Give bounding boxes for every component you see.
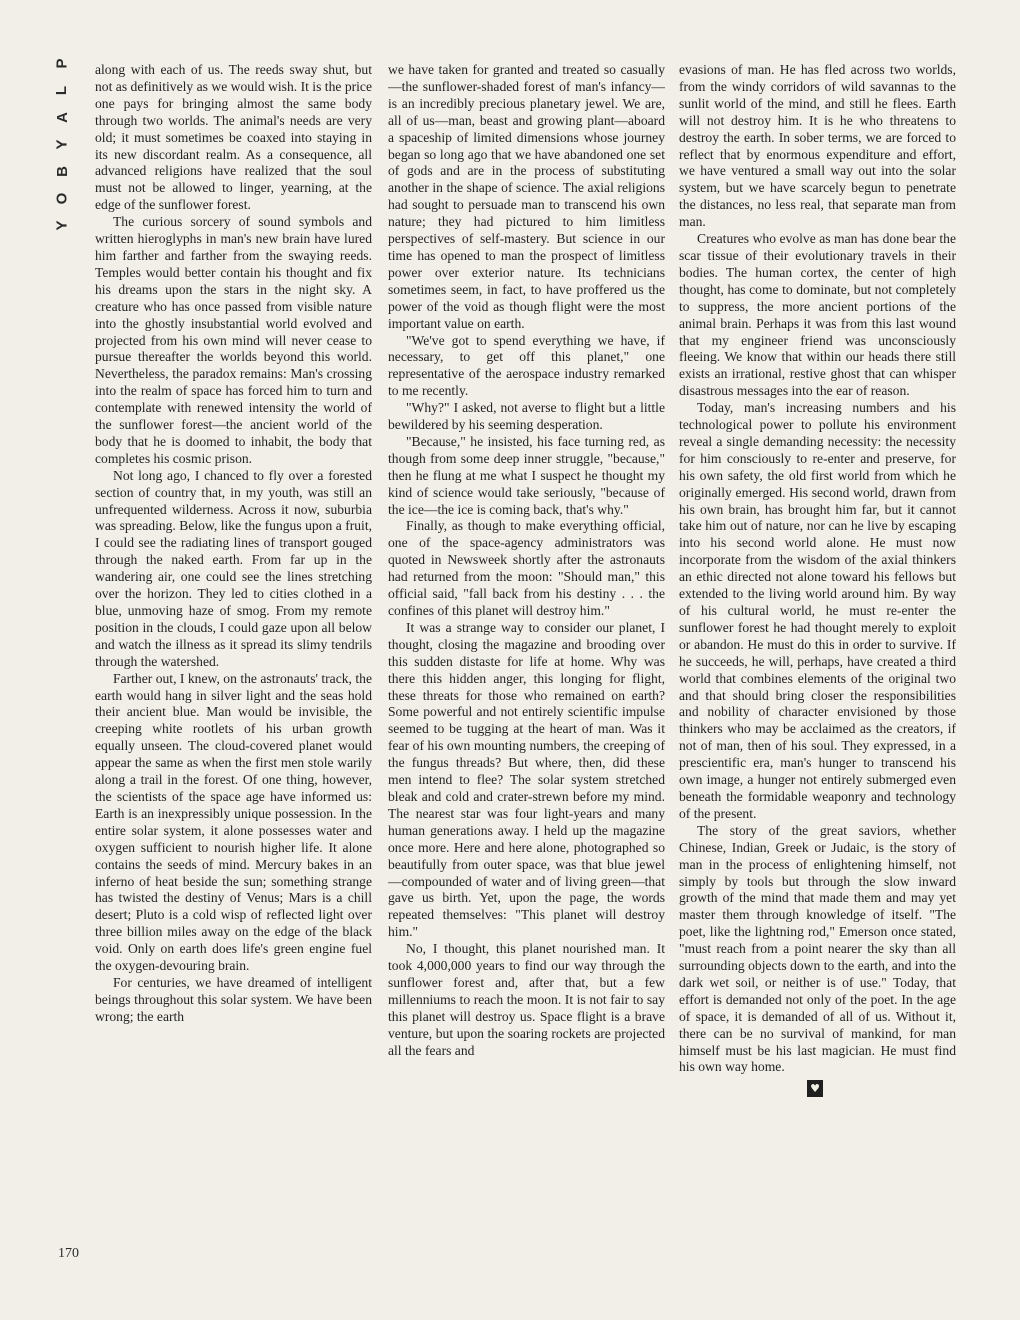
brand-letter: Y (53, 220, 71, 231)
paragraph: The story of the great saviors, whether Chinese, Indian, Greek or Judaic, is the story of man in the process of enlightening himself, not simply by tools but through the slow inward growth of the mind that made them and may yet master them through knowledge of itself. "The poet, like the lightning rod," Emerson once stated, "must reach from a point nearer the sky than all surrounding objects down to the earth, and into the dark wet soil, or neither is of use." Today, that effort is demanded not only of the poet. In the age of space, it is demanded of all of us. Without it, there can be no survival of mankind, for man himself must be his last magician. He must find his own way home. (679, 822, 956, 1075)
brand-letter: B (53, 166, 71, 177)
running-head-brand (50, 50, 74, 239)
text-column-3 (679, 62, 956, 1097)
paragraph: No, I thought, this planet nourished man. It took 4,000,000 years to find our way through the sunflower forest and, after that, but a few millenniums to reach the moon. It is not fair to say this planet will destroy us. Space flight is a brave venture, but upon the soaring rockets are projected all the fears and (388, 941, 665, 1058)
paragraph: "We've got to spend everything we have, if necessary, to get off this planet," one representative of the aerospace industry remarked to me recently. (388, 332, 665, 399)
text-column-2 (388, 62, 665, 1059)
paragraph: along with each of us. The reeds sway shut, but not as definitively as we would wish. It is the price one pays for bringing almost the same body through two worlds. The animal's needs are very old; it must sometimes be coaxed into staying in its new discordant realm. As a consequence, all advanced religions have realized that the soul must not be allowed to linger, yearning, at the edge of the sunflower forest. (95, 62, 372, 213)
brand-letter: A (53, 112, 71, 123)
page-number: 170 (58, 1246, 79, 1261)
paragraph: "Why?" I asked, not averse to flight but a little bewildered by his seeming desperation. (388, 400, 665, 433)
brand-letter: L (53, 85, 71, 96)
paragraph: evasions of man. He has fled across two worlds, from the windy corridors of wild savannas to the sunlit world of the mind, and still he flees. Earth will not destroy him. It is he who threatens to destroy the earth. In sober terms, we are forced to reflect that by enormous expenditure and effort, we have ventured a small way out into the solar system, but we have scarcely begun to penetrate the distances, no less real, that separate man from man. (679, 62, 956, 230)
brand-letter: P (53, 58, 71, 69)
paragraph: Farther out, I knew, on the astronauts' track, the earth would hang in silver light and the seas hold their ancient blue. Man would be invisible, the creeping white rootlets of his urban growth equally unseen. The cloud-covered planet would appear the same as when the first men stole warily along a trail in the forest. Of one thing, however, the scientists of the space age have informed us: Earth is an inexpressibly unique possession. In the entire solar system, it alone possesses water and oxygen sufficient to nourish higher life. It alone contains the seeds of mind. Mercury bakes in an inferno of heat beside the sun; something strange has twisted the destiny of Venus; Mars is a chill desert; Pluto is a cold wisp of reflected light over three billion miles away on the edge of the black void. Only on earth does life's green engine fuel the oxygen-devouring brain. (95, 670, 372, 974)
brand-letter: O (53, 192, 71, 205)
paragraph: Today, man's increasing numbers and his technological power to pollute his environment reveal a single demanding necessity: the necessity for him consciously to re-enter and preserve, for his own safety, the old first world from which he originally emerged. His second world, drawn from his own brain, has brought him far, but it cannot take him out of nature, nor can he live by escaping into his second world alone. He must now incorporate from the wisdom of the axial thinkers an ethic directed not alone toward his fellows but extended to the living world around him. By way of his cultural world, he must re-enter the sunflower forest he had thought merely to exploit or abandon. He must do this in order to survive. If he succeeds, he will, perhaps, have created a third world that combines elements of the original two and that should bring closer the responsibilities and nobility of character envisioned by those thinkers who may be acclaimed as the creators, if not of man, then of his soul. They expressed, in a prescientific era, man's hunger to transcend his own image, a hunger not entirely submerged even beneath the formidable weaponry and technology of the present. (679, 400, 956, 821)
paragraph: It was a strange way to consider our planet, I thought, closing the magazine and brooding over this sudden distaste for life at home. Why was there this hidden anger, this longing for flight, these threats for those who remained on earth? Some powerful and not entirely scientific impulse seemed to be tugging at the heart of man. Was it fear of his own mounting numbers, the creeping of the fungus threads? But where, then, did these men intend to flee? The solar system stretched bleak and cold and crater-strewn before my mind. The nearest star was four light-years and many human generations away. I held up the magazine once more. Here and here alone, photographed so beautifully from outer space, was that blue jewel—compounded of water and of living green—that gave us birth. Yet, upon the page, the words repeated themselves: "This planet will destroy him." (388, 619, 665, 940)
bunny-logo-icon: ♥ (807, 1080, 823, 1097)
paragraph: For centuries, we have dreamed of intelligent beings throughout this solar system. We have been wrong; the earth (95, 974, 372, 1024)
paragraph: we have taken for granted and treated so casually—the sunflower-shaded forest of man's infancy—is an incredibly precious planetary jewel. We are, all of us—man, beast and growing plant—aboard a spaceship of limited dimensions whose journey began so long ago that we have abandoned one set of gods and are in the process of substituting another in the shape of science. The axial religions had sought to persuade man to transcend his own nature; they had pictured to him limitless perspectives of self-mastery. But science in our time has opened to man the prospect of limitless power over exterior nature. Its technicians sometimes seem, in fact, to have proffered us the power of the void as though flight were the most important value on earth. (388, 62, 665, 331)
paragraph: Not long ago, I chanced to fly over a forested section of country that, in my youth, was still an unfrequented wilderness. Across it now, suburbia was spreading. Below, like the fungus upon a fruit, I could see the radiating lines of transport gouged through the naked earth. From far up in the wandering air, one could see the lines stretching over the horizon. They led to cities clothed in a blue, unmoving haze of smog. From my remote position in the clouds, I could gaze upon all below and watch the illness as it spread its slimy tendrils through the watershed. (95, 467, 372, 669)
paragraph: Creatures who evolve as man has done bear the scar tissue of their evolutionary travels in their bodies. The human cortex, the center of high thought, has come to dominate, but not completely to suppress, the more ancient portions of the animal brain. Perhaps it was from this last wound that my engineer friend was unconsciously fleeing. We know that within our heads there still exists an irrational, restive ghost that can whisper disastrous messages into the ear of reason. (679, 231, 956, 399)
paragraph: "Because," he insisted, his face turning red, as though from some deep inner struggle, "because," then he flung at me what I suspect he thought my kind of science would take seriously, "because of the ice—the ice is coming back, that's why." (388, 433, 665, 517)
text-column-1 (95, 62, 372, 1026)
paragraph: The curious sorcery of sound symbols and written hieroglyphs in man's new brain have lured him farther and farther from the swaying reeds. Temples would better contain his thought and fix his dreams upon the stars in the night sky. A creature who has once passed from visible nature into the ghostly insubstantial world evolved and projected from his own mind will never cease to pursue thereafter the worlds beyond this world. Nevertheless, the paradox remains: Man's crossing into the realm of space has forced him to turn and contemplate with renewed intensity the world of the sunflower forest—the ancient world of the body that he is doomed to inhabit, the body that completes his cosmic prison. (95, 214, 372, 466)
brand-letter: Y (53, 139, 71, 150)
paragraph: Finally, as though to make everything official, one of the space-agency administrators was quoted in Newsweek shortly after the astronauts had returned from the moon: "Should man," this official said, "fall back from his destiny . . . the confines of this planet will destroy him." (388, 518, 665, 618)
